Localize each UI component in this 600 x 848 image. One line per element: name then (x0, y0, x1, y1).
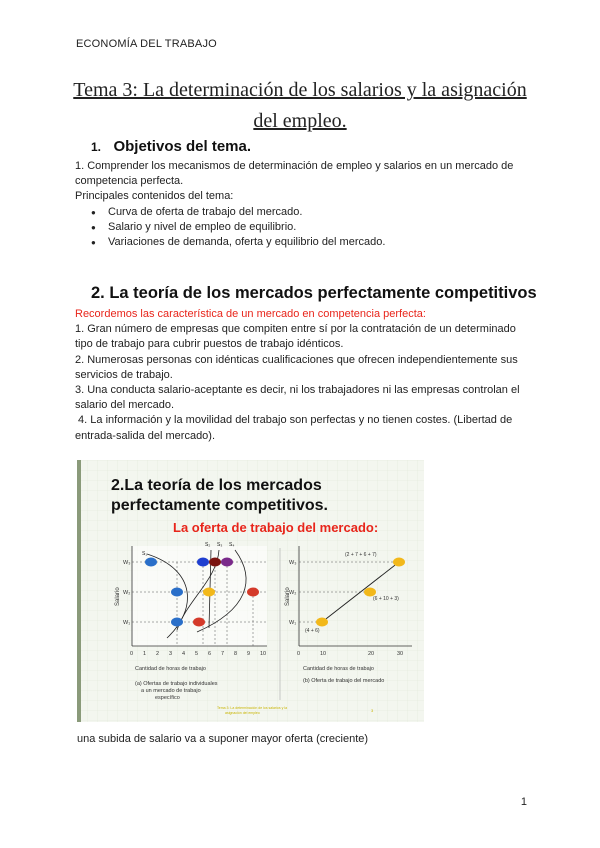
right-xlabel: Cantidad de horas de trabajo (303, 666, 374, 672)
running-header: ECONOMÍA DEL TRABAJO (76, 38, 217, 50)
point-label-bottom: (4 + 6) (305, 628, 320, 634)
label-s2: S₂ (205, 542, 211, 548)
section1-title: Objetivos del tema. (113, 138, 252, 155)
x-tick-label: 20 (368, 651, 375, 657)
x-tick-label: 6 (208, 651, 212, 657)
figure-caption: una subida de salario va a suponer mayor oferta (creciente) (77, 733, 369, 745)
y-tick-w3: W₃ (289, 560, 297, 566)
slide-figure (77, 460, 424, 722)
marker-red (193, 618, 205, 627)
section2-intro: Recordemos las característica de un mercado en competencia perfecta: (75, 308, 426, 320)
left-caption-line2: a un mercado de trabajo (141, 688, 201, 694)
x-tick-label: 10 (320, 651, 327, 657)
text-line: 4. La información y la movilidad del trabajo son perfectas y no tienen costes. (Libertad de (75, 414, 513, 427)
slide-footer-page: 3 (371, 708, 374, 713)
contents-label: Principales contenidos del tema: (75, 190, 234, 203)
marker-orange (316, 618, 328, 627)
x-tick-label: 0 (297, 651, 301, 657)
text-line: tipo de trabajo para cubrir puestos de trabajo idénticos. (75, 338, 344, 351)
right-caption: (b) Oferta de trabajo del mercado (303, 678, 385, 684)
list-item: ● Variaciones de demanda, oferta y equilibrio del mercado. (75, 235, 535, 250)
x-tick-label: 5 (195, 651, 199, 657)
slide-title-line1: 2.La teoría de los mercados (111, 477, 322, 494)
marker-dark-red (209, 558, 221, 567)
y-tick-w1: W₁ (123, 620, 131, 626)
left-caption-line1: (a) Ofertas de trabajo individuales (135, 681, 218, 687)
left-ylabel: Salario (115, 587, 121, 606)
slide-left-edge (77, 460, 81, 722)
x-tick-label: 3 (169, 651, 173, 657)
x-tick-label: 10 (260, 651, 267, 657)
slide-title-line2: perfectamente competitivos. (111, 497, 328, 514)
slide-footer-line2: asignación del empleo (225, 711, 260, 715)
document-title-line1: Tema 3: La determinación de los salarios y la asignación (73, 79, 527, 101)
right-ylabel: Salario (285, 587, 291, 606)
list-item: ● Curva de oferta de trabajo del mercado. (75, 205, 535, 220)
objective-line2: competencia perfecta. (75, 175, 184, 188)
objective-line1: 1. Comprender los mecanismos de determinación de empleo y salarios en un mercado de (75, 160, 514, 172)
y-tick-w3: W₃ (123, 560, 131, 566)
marker-orange (203, 588, 215, 597)
slide-footer-line1: Tema 3: La determinación de los salarios y la (217, 706, 288, 710)
x-tick-label: 1 (143, 651, 147, 657)
x-tick-label: 30 (397, 651, 404, 657)
document-title-line2: del empleo. (253, 110, 347, 132)
marker-blue (197, 558, 209, 567)
text-line: 1. Gran número de empresas que compiten entre sí por la contratación de un determinado (75, 323, 516, 336)
y-tick-w1: W₁ (289, 620, 297, 626)
section2-heading: 2. La teoría de los mercados perfectamente competitivos (91, 284, 537, 302)
x-tick-label: 9 (247, 651, 251, 657)
point-label-top: (2 + 7 + 6 + 7) (345, 552, 377, 558)
section1-number: 1. (91, 140, 102, 154)
text-line: entrada-salida del mercado). (75, 429, 216, 442)
left-xlabel: Cantidad de horas de trabajo (135, 666, 206, 672)
label-s4: S₄ (229, 542, 235, 548)
label-s3: S₃ (217, 542, 223, 548)
page-number: 1 (520, 796, 527, 808)
section1-body (75, 159, 535, 250)
slide-subtitle: La oferta de trabajo del mercado: (173, 520, 379, 535)
x-tick-label: 8 (234, 651, 238, 657)
text-line: servicios de trabajo. (75, 368, 173, 381)
x-tick-label: 0 (130, 651, 134, 657)
section2-body (75, 307, 545, 444)
marker-blue (171, 618, 183, 627)
y-tick-w2: W₂ (123, 590, 131, 596)
text-line: 3. Una conducta salario-aceptante es decir, ni los trabajadores ni las empresas controlan el (75, 384, 520, 397)
marker-purple (221, 558, 233, 567)
contents-list (75, 205, 535, 251)
x-tick-label: 4 (182, 651, 186, 657)
marker-orange (393, 558, 405, 567)
section1-heading (91, 138, 251, 156)
y-tick-w2: W₂ (289, 590, 297, 596)
left-caption-line3: específico (155, 695, 180, 701)
point-label-middle: (6 + 10 + 3) (373, 596, 399, 602)
x-tick-label: 2 (156, 651, 160, 657)
marker-red (247, 588, 259, 597)
slide-svg (77, 460, 424, 722)
text-line: salario del mercado. (75, 399, 175, 412)
text-line: 2. Numerosas personas con idénticas cualificaciones que ofrecen independientemente sus (75, 353, 518, 366)
marker-blue (145, 558, 157, 567)
label-s1: S₁ (142, 551, 148, 557)
marker-blue (171, 588, 183, 597)
list-item: ● Salario y nivel de empleo de equilibrio. (75, 220, 535, 235)
x-tick-label: 7 (221, 651, 225, 657)
